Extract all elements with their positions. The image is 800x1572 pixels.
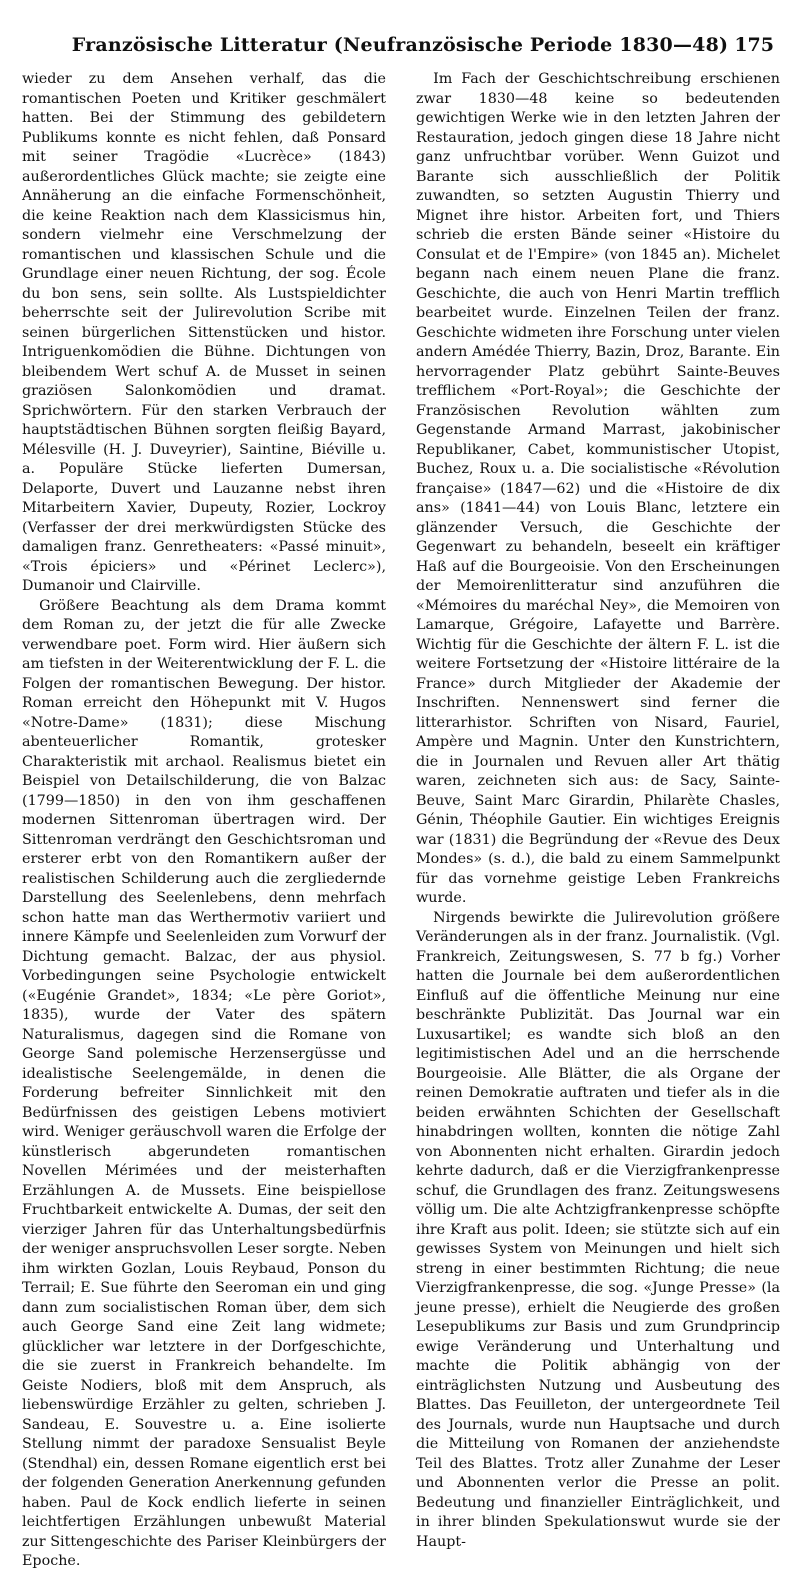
running-head: Französische Litteratur (Neufranzösische Periode 1830—48) [71,34,729,56]
left-column [22,70,386,1569]
page-number: 175 [734,34,774,56]
paragraph: Im Fach der Geschichtschreibung erschienen zwar 1830—48 keine so bedeutenden gewichtigen Werke wie in den letzten Jahren der Restauration, jedoch gingen diese 18 Jahre nicht ganz unfruchtbar vorüber. Wenn Guizot und Barante sich ausschließlich der Politik zuwandten, so setzten Augustin Thierry und Mignet ihre histor. Arbeiten fort, und Thiers schrieb die ersten Bände seiner «Histoire du Consulat et de l'Empire» (von 1845 an). Michelet begann nach einem neuen Plane die franz. Geschichte, die auch von Henri Martin trefflich bearbeitet wurde. Einzelnen Teilen der franz. Geschichte widmeten ihre Forschung unter vielen andern Amédée Thierry, Bazin, Droz, Barante. Ein hervorragender Platz gebührt Sainte-Beuves trefflichem «Port-Royal»; die Geschichte der Französischen Revolution wählten zum Gegenstande Armand Marrast, jakobinischer Republikaner, Cabet, kommunistischer Utopist, Buchez, Roux u. a. Die socialistische «Révolution française» (1847—62) und die «Histoire de dix ans» (1841—44) von Louis Blanc, letztere ein glänzender Versuch, die Geschichte der Gegenwart zu behandeln, beseelt ein kräftiger Haß auf die Bourgeoisie. Von den Erscheinungen der Memoirenlitteratur sind anzuführen die «Mémoires du maréchal Ney», die Memoiren von Lamarque, Grégoire, Lafayette und Barrère. Wichtig für die Geschichte der ältern F. L. ist die weitere Fortsetzung der «Histoire littéraire de la France» durch Mitglieder der Akademie der Inschriften. Nennenswert sind ferner die litterarhistor. Schriften von Nisard, Fauriel, Ampère und Magnin. Unter den Kunstrichtern, die in Journalen und Revuen aller Art thätig waren, zeichneten sich aus: de Sacy, Sainte-Beuve, Saint Marc Girardin, Philarète Chasles, Génin, Théophile Gautier. Ein wichtiges Ereignis war (1831) die Begründung der «Revue des Deux Mondes» (s. d.), die bald zu einem Sammelpunkt für das vornehme geistige Leben Frankreichs wurde. [416,71,780,906]
page-header [24,30,776,64]
paragraph: Größere Beachtung als dem Drama kommt dem Roman zu, der jetzt die für alle Zwecke verwendbare poet. Form wird. Hier äußern sich am tiefsten in der Weiterentwicklung der F. L. die Folgen der romantischen Bewegung. Der histor. Roman erreicht den Höhepunkt mit V. Hugos «Notre-Dame» (1831); diese Mischung abenteuerlicher Romantik, grotesker Charakteristik mit archaol. Realismus bietet ein Beispiel von Detailschilderung, die von Balzac (1799—1850) in den von ihm geschaffenen modernen Sittenroman übertragen wird. Der Sittenroman verdrängt den Geschichtsroman und ersterer erbt von den Romantikern außer der realistischen Schilderung auch die zergliedernde Darstellung des Seelenlebens, denn mehrfach schon hatte man das Werthermotiv variiert und innere Kämpfe und Seelenleiden zum Vorwurf der Dichtung gemacht. Balzac, der aus physiol. Vorbedingungen seine Psychologie entwickelt («Eugénie Grandet», 1834; «Le père Goriot», 1835), wurde der Vater des spätern Naturalismus, dagegen sind die Romane von George Sand polemische Herzensergüsse und idealistische Seelengemälde, in denen die Forderung befreiter Sinnlichkeit mit den Bedürfnissen des geistigen Lebens motiviert wird. Weniger geräuschvoll waren die Erfolge der künstlerisch abgerundeten romantischen Novellen Mérimées und der meisterhaften Erzählungen A. de Mussets. Eine beispiellose Fruchtbarkeit entwickelte A. Dumas, der seit den vierziger Jahren für das Unterhaltungsbedürfnis der weniger anspruchsvollen Leser sorgte. Neben ihm wirkten Gozlan, Louis Reybaud, Ponson du Terrail; E. Sue führte den Seeroman ein und ging dann zum socialistischen Roman über, dem sich auch George Sand eine Zeit lang widmete; glücklicher war letztere in der Dorfgeschichte, die sie zuerst in Frankreich behandelte. Im Geiste Nodiers, bloß mit dem Anspruch, als liebenswürdige Erzähler zu gelten, schrieben J. Sandeau, E. Souvestre u. a. Eine isolierte Stellung nimmt der paradoxe Sensualist Beyle (Stendhal) ein, dessen Romane eigentlich erst bei der folgenden Generation Anerkennung gefunden haben. Paul de Kock endlich lieferte in seinen leichtfertigen Erzählungen unbewußt Material zur Sittengeschichte des Pariser Kleinbürgers der Epoche. [22,597,386,1569]
paragraph: Nirgends bewirkte die Julirevolution größere Veränderungen als in der franz. Journalistik. (Vgl. Frankreich, Zeitungswesen, S. 77 b fg.) Vorher hatten die Journale bei dem außerordentlichen Einfluß auf die öffentliche Meinung nur eine beschränkte Publizität. Das Journal war ein Luxusartikel; es wandte sich bloß an den legitimistischen Adel und an die herrschende Bourgeoisie. Alle Blätter, die als Organe der reinen Demokratie auftraten und tiefer als in die beiden erwähnten Schichten der Gesellschaft hinabdringen wollten, konnten die nötige Zahl von Abonnenten nicht erhalten. Girardin jedoch kehrte dadurch, daß er die Vierzigfrankenpresse schuf, die Grundlagen des franz. Zeitungswesens völlig um. Die alte Achtzigfrankenpresse schöpfte ihre Kraft aus polit. Ideen; sie stützte sich auf ein gewisses System von Meinungen und hielt sich streng in einer bestimmten Richtung; die neue Vierzigfrankenpresse, die sog. «Junge Presse» (la jeune presse), erhielt die Neugierde des großen Lesepublikums zur Basis und zum Grundprincip ewige Veränderung und Unterhaltung und machte die Politik abhängig von der einträglichsten Nutzung und Ausbeutung des Blattes. Das Feuilleton, der untergeordnete Teil des Journals, wurde nun Hauptsache und durch die Mitteilung von Romanen der anziehendste Teil des Blattes. Trotz aller Zunahme der Leser und Abonnenten verlor die Presse an polit. Bedeutung und finanzieller Einträglichkeit, und in ihrer blinden Spekulationswut wurde sie der Haupt- [416,909,780,1550]
paragraph: wieder zu dem Ansehen verhalf, das die romantischen Poeten und Kritiker geschmälert hatten. Bei der Stimmung des gebildetern Publikums konnte es nicht fehlen, daß Ponsard mit seiner Tragödie «Lucrèce» (1843) außerordentliches Glück machte; sie zeigte eine Annäherung an die einfache Formenschönheit, die keine Reaktion nach dem Klassicismus hin, sondern vielmehr eine Verschmelzung der romantischen und klassischen Schule und die Grundlage einer neuen Richtung, der sog. École du bon sens, sein sollte. Als Lustspieldichter beherrschte seit der Julirevolution Scribe mit seinen bürgerlichen Sittenstücken und histor. Intriguenkomödien die Bühne. Dichtungen von bleibendem Wert schuf A. de Musset in seinen graziösen Salonkomödien und dramat. Sprichwörtern. Für den starken Verbrauch der hauptstädtischen Bühnen sorgten fleißig Bayard, Mélesville (H. J. Duveyrier), Saintine, Biéville u. a. Populäre Stücke lieferten Dumersan, Delaporte, Duvert und Lauzanne nebst ihren Mitarbeitern Xavier, Dupeuty, Rozier, Lockroy (Verfasser der drei merkwürdigsten Stücke des damaligen franz. Genretheaters: «Passé minuit», «Trois épiciers» und «Périnet Leclerc»), Dumanoir und Clairville. [22,71,386,594]
text-columns [22,70,780,1569]
right-column [416,70,780,1550]
